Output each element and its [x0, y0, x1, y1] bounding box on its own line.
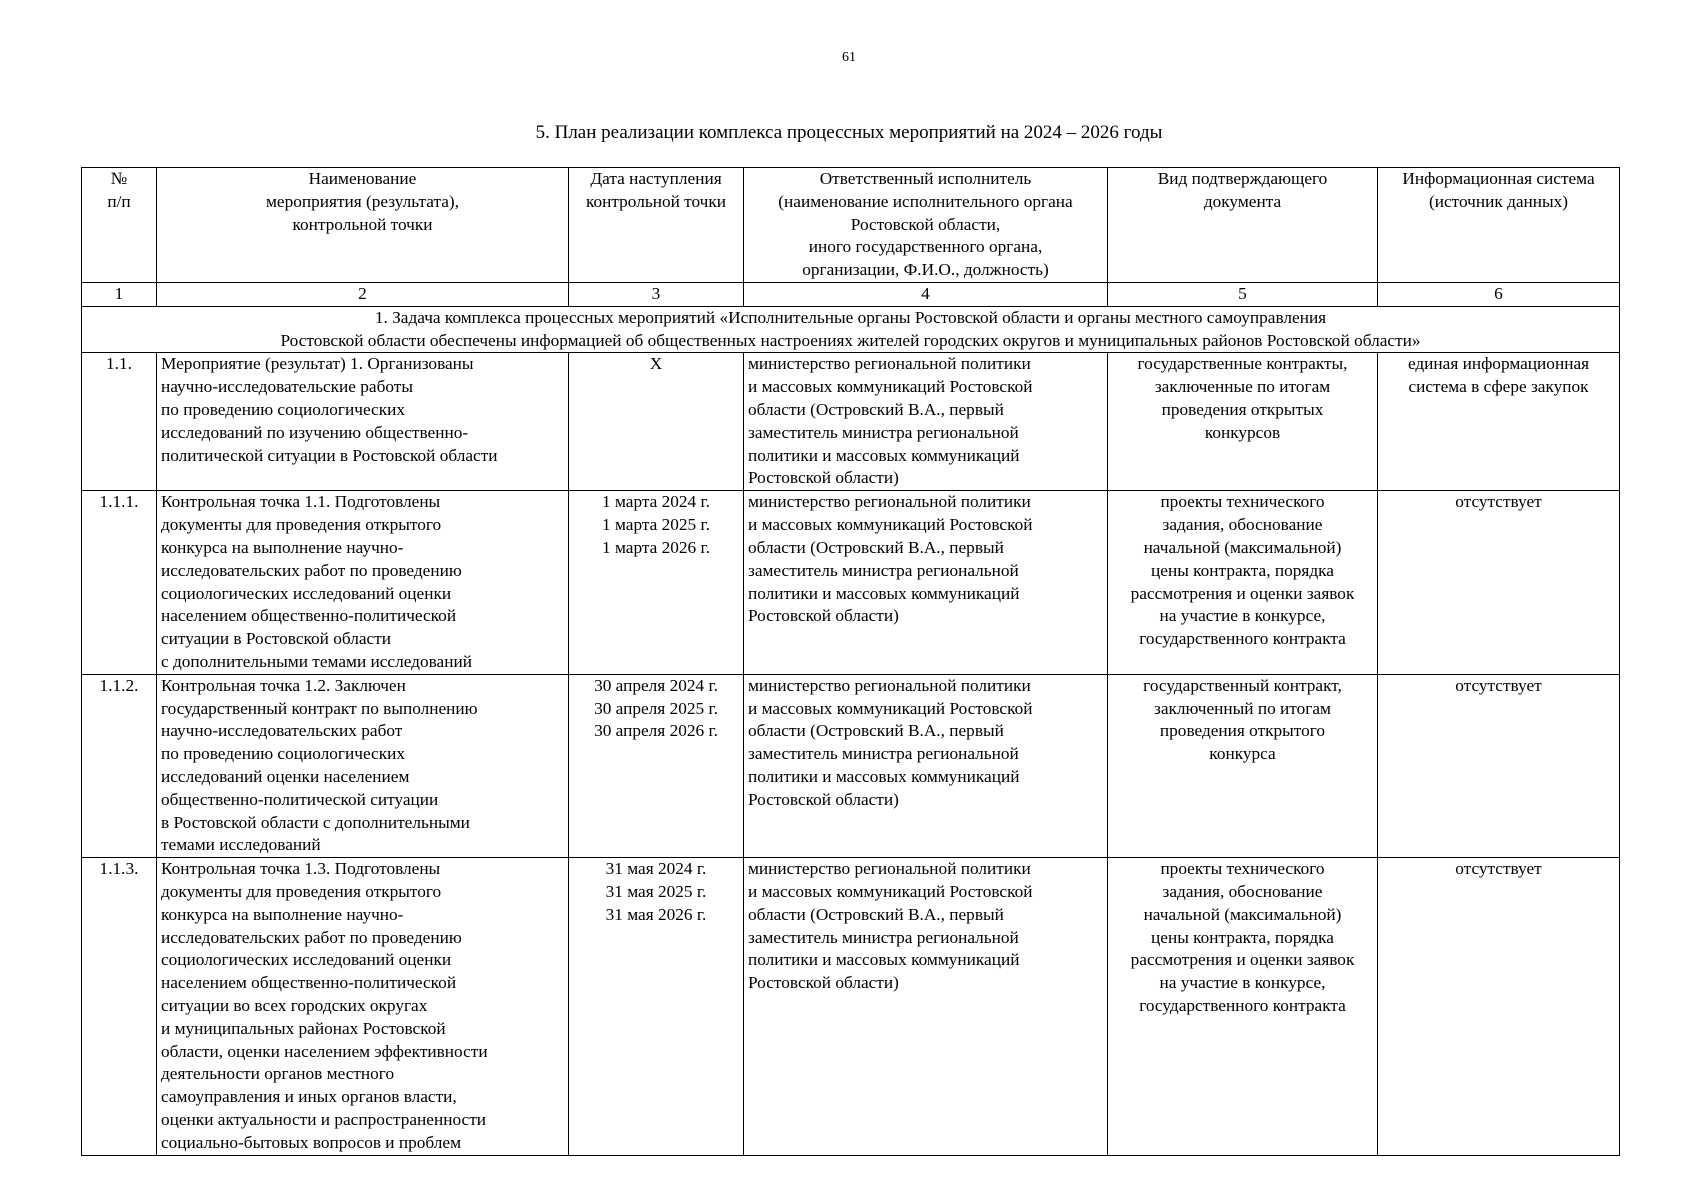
row-name: Контрольная точка 1.1. Подготовлены документы для проведения открытого конкурса на выполнение научно- исследовательских работ по проведению социологических исследований оценки населением общественно-политической ситуации в Ростовской области с дополнительными темами исследований	[157, 491, 569, 674]
row-date: 1 марта 2024 г. 1 марта 2025 г. 1 марта 2026 г.	[569, 491, 744, 674]
header-document: Вид подтверждающего документа	[1108, 168, 1378, 283]
row-document: государственные контракты, заключенные по итогам проведения открытых конкурсов	[1108, 353, 1378, 491]
table-row	[82, 858, 1620, 1155]
row-document: проекты технического задания, обоснование начальной (максимальной) цены контракта, порядка рассмотрения и оценки заявок на участие в конкурсе, государственного контракта	[1108, 858, 1378, 1155]
column-number: 3	[569, 283, 744, 307]
column-number: 1	[82, 283, 157, 307]
header-executor: Ответственный исполнитель (наименование исполнительного органа Ростовской области, иного государственного органа, организации, Ф.И.О., должность)	[744, 168, 1108, 283]
plan-table	[81, 167, 1620, 1156]
row-number: 1.1.3.	[82, 858, 157, 1155]
row-number: 1.1.	[82, 353, 157, 491]
row-executor: министерство региональной политики и массовых коммуникаций Ростовской области (Островский В.А., первый заместитель министра региональной политики и массовых коммуникаций Ростовской области)	[744, 674, 1108, 857]
table-row	[82, 674, 1620, 857]
task-heading: 1. Задача комплекса процессных мероприятий «Исполнительные органы Ростовской области и органы местного самоуправления Ростовской области обеспечены информацией об общественных настроениях жителей городских округов и муниципальных районов Ростовской области»	[82, 306, 1620, 353]
column-number: 5	[1108, 283, 1378, 307]
column-number: 6	[1378, 283, 1620, 307]
table-row	[82, 353, 1620, 491]
page-title: 5. План реализации комплекса процессных мероприятий на 2024 – 2026 годы	[535, 122, 1163, 143]
column-number: 2	[157, 283, 569, 307]
header-name: Наименование мероприятия (результата), контрольной точки	[157, 168, 569, 283]
row-executor: министерство региональной политики и массовых коммуникаций Ростовской области (Островский В.А., первый заместитель министра региональной политики и массовых коммуникаций Ростовской области)	[744, 353, 1108, 491]
row-name: Контрольная точка 1.2. Заключен государственный контракт по выполнению научно-исследовательских работ по проведению социологических исследований оценки населением общественно-политической ситуации в Ростовской области с дополнительными темами исследований	[157, 674, 569, 857]
row-executor: министерство региональной политики и массовых коммуникаций Ростовской области (Островский В.А., первый заместитель министра региональной политики и массовых коммуникаций Ростовской области)	[744, 858, 1108, 1155]
row-system: отсутствует	[1378, 491, 1620, 674]
row-system: единая информационная система в сфере закупок	[1378, 353, 1620, 491]
header-number: № п/п	[82, 168, 157, 283]
column-number-row	[82, 283, 1620, 307]
page-number: 61	[842, 50, 856, 65]
row-name: Контрольная точка 1.3. Подготовлены документы для проведения открытого конкурса на выполнение научно- исследовательских работ по проведению социологических исследований оценки населением общественно-политической ситуации во всех городских округах и муниципальных районах Ростовской области, оценки населением эффективности деятельности органов местного самоуправления и иных органов власти, оценки актуальности и распространенности социально-бытовых вопросов и проблем	[157, 858, 569, 1155]
row-number: 1.1.1.	[82, 491, 157, 674]
row-number: 1.1.2.	[82, 674, 157, 857]
row-document: проекты технического задания, обоснование начальной (максимальной) цены контракта, порядка рассмотрения и оценки заявок на участие в конкурсе, государственного контракта	[1108, 491, 1378, 674]
header-system: Информационная система (источник данных)	[1378, 168, 1620, 283]
header-date: Дата наступления контрольной точки	[569, 168, 744, 283]
row-document: государственный контракт, заключенный по итогам проведения открытого конкурса	[1108, 674, 1378, 857]
row-executor: министерство региональной политики и массовых коммуникаций Ростовской области (Островский В.А., первый заместитель министра региональной политики и массовых коммуникаций Ростовской области)	[744, 491, 1108, 674]
row-date: 31 мая 2024 г. 31 мая 2025 г. 31 мая 2026 г.	[569, 858, 744, 1155]
task-row	[82, 306, 1620, 353]
table-header-row	[82, 168, 1620, 283]
column-number: 4	[744, 283, 1108, 307]
row-date: Х	[569, 353, 744, 491]
table-row	[82, 491, 1620, 674]
row-date: 30 апреля 2024 г. 30 апреля 2025 г. 30 апреля 2026 г.	[569, 674, 744, 857]
row-name: Мероприятие (результат) 1. Организованы научно-исследовательские работы по проведению социологических исследований по изучению общественно- политической ситуации в Ростовской области	[157, 353, 569, 491]
row-system: отсутствует	[1378, 858, 1620, 1155]
row-system: отсутствует	[1378, 674, 1620, 857]
